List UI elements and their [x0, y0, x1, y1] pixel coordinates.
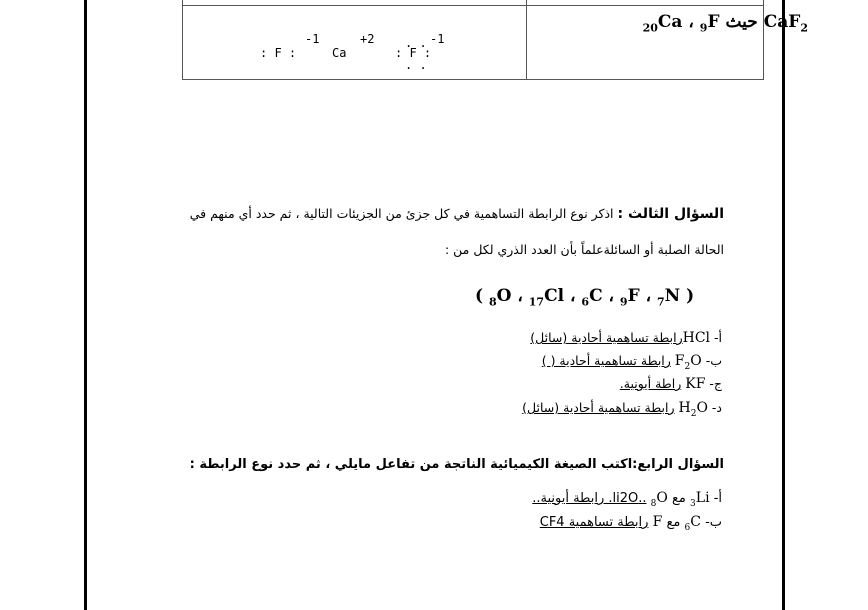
- lewis-f-left: : F :: [260, 46, 297, 60]
- lewis-charge-left: -1: [305, 32, 320, 46]
- answer-d: د- $H_2O$ رابطة تساهمية أحادية (سائل): [522, 400, 722, 419]
- lewis-charge-right: -1: [430, 32, 445, 46]
- lewis-dots-bottom: . .: [405, 58, 427, 72]
- q3-line2: الحالة الصلبة أو السائلةعلماً بأن العدد الذري لكل من :: [444, 242, 724, 257]
- q4-title: السؤال الرابع:اكتب الصيغة الكيميائية الناتجة من تفاعل مايلي ، ثم حدد نوع الرابطة :: [189, 457, 724, 472]
- caf2-formula-cell: [643, 12, 808, 34]
- ca-element: $_{20}$Ca: [642, 12, 683, 35]
- answer-a: أ- HClرابطة تساهمية أحادية (سائل): [530, 330, 722, 346]
- lewis-structure: [255, 32, 455, 82]
- answer-b: ب- $F_2O$ رابطة تساهمية أحادية ( ): [541, 353, 722, 372]
- f-element: $_9$F: [699, 12, 720, 35]
- lewis-dots-top: . .: [405, 36, 427, 50]
- q3-title: السؤال الثالث :: [617, 206, 724, 222]
- q3-question-text: اذكر نوع الرابطة التساهمية في كل جزئ من الجزيئات التالية ، ثم حدد أي منهم في: [189, 206, 614, 221]
- q4-item-a: أ- $_3$Li مع $_8$O ..li2O. رابطة أيونية..: [532, 490, 722, 509]
- lewis-ca: Ca: [332, 46, 347, 60]
- caf2-formula: CaF$_2$: [763, 12, 808, 35]
- atomic-numbers-list: ( $_8$O ، $_{17}$Cl ، $_6$C ، $_9$F ، $_7$N ): [475, 286, 695, 309]
- page-border-left: [84, 0, 87, 610]
- lewis-charge-ca: +2: [360, 32, 375, 46]
- q3-line1: [190, 206, 724, 222]
- answer-c: ج- KF راطة أيونية.: [619, 376, 722, 392]
- haith-word: حيث: [725, 12, 758, 32]
- table-divider-horizontal: [183, 5, 763, 6]
- page-border-right: [782, 0, 785, 610]
- table-divider-vertical: [526, 0, 527, 79]
- comma: ،: [688, 12, 694, 32]
- q4-item-b: ب- $_6$C مع F رابطة تساهمية CF4: [539, 514, 722, 533]
- lewis-f-right: : F :: [395, 46, 432, 60]
